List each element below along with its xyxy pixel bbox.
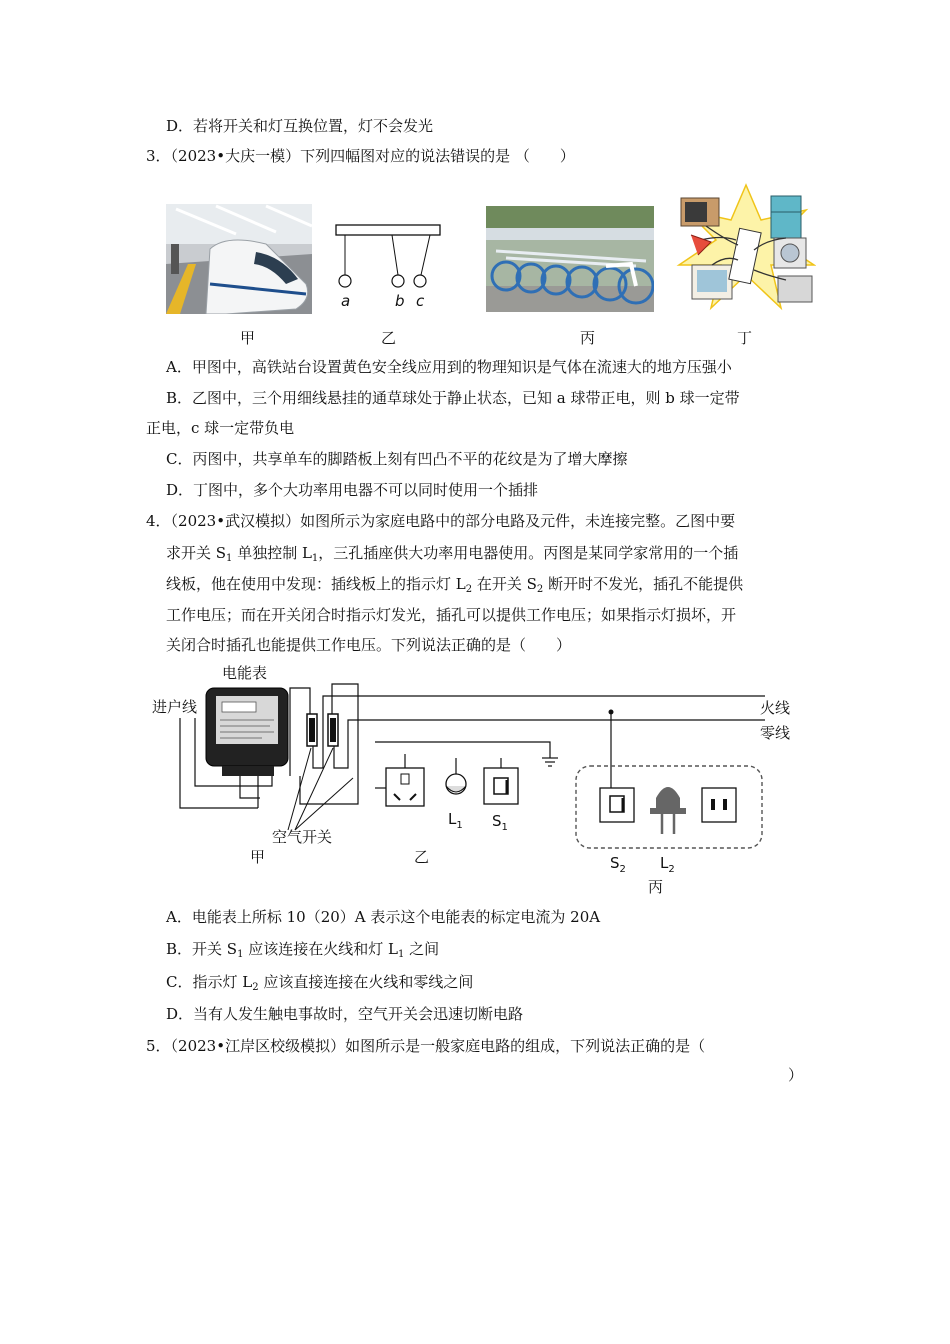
- ball-a: [339, 275, 351, 287]
- ball-label-b: b: [395, 292, 405, 310]
- train-photo: [166, 204, 312, 314]
- caption-jia: 甲: [240, 329, 256, 347]
- option-d-previous: D．若将开关和灯互换位置，灯不会发光: [166, 117, 434, 135]
- q5-stem: 5．（2023•江岸区校级模拟）如图所示是一般家庭电路的组成，下列说法正确的是（: [146, 1037, 706, 1055]
- q3-option-b-line2: 正电，c 球一定带负电: [146, 419, 295, 437]
- q4-stem-line1: 4．（2023•武汉模拟）如图所示为家庭电路中的部分电路及元件，未连接完整。乙图中要: [146, 512, 736, 530]
- energy-meter-icon: [206, 688, 288, 776]
- suspended-balls-diagram: [330, 220, 445, 312]
- q4-option-c: C．指示灯 $L_2$ 应该直接连接在火线和零线之间: [166, 973, 474, 993]
- q3-option-b-line1: B．乙图中，三个用细线悬挂的通草球处于静止状态，已知 a 球带正电，则 b 球一定带: [166, 389, 740, 407]
- figure-label-yi: 乙: [414, 848, 430, 866]
- q4-stem-line4: 工作电压；而在开关闭合时指示灯发光，插孔可以提供工作电压；如果指示灯损坏，开: [166, 606, 737, 624]
- figure-label-bing: 丙: [648, 878, 664, 896]
- q4-stem-line2: 求开关 $S_1$ 单独控制 $L_1$，三孔插座供大功率用电器使用。丙图是某同学家常用的一个插: [166, 544, 739, 564]
- three-hole-socket-icon: [375, 754, 424, 806]
- neutral-wire-label: 零线: [760, 724, 791, 742]
- ball-label-c: c: [416, 292, 425, 310]
- q5-paren-close: ）: [788, 1066, 804, 1084]
- lamp-l1-label: $L_1$: [448, 810, 463, 831]
- switch-s2-icon: [600, 788, 634, 822]
- meter-label: 电能表: [222, 664, 268, 682]
- q3-stem: 3．（2023•大庆一模）下列四幅图对应的说法错误的是 （ ）: [146, 147, 575, 165]
- ball-c: [414, 275, 426, 287]
- q4-stem-line3: 线板，他在使用中发现：插线板上的指示灯 $L_2$ 在开关 $S_2$ 断开时不发光，插孔不能提供: [166, 575, 744, 595]
- q3-option-d: D．丁图中，多个大功率用电器不可以同时使用一个插排: [166, 481, 539, 499]
- ball-b: [392, 275, 404, 287]
- caption-ding: 丁: [737, 329, 753, 347]
- lamp-l1-icon: [446, 758, 466, 794]
- switch-s1-icon: [484, 758, 518, 804]
- ball-label-a: a: [341, 292, 351, 310]
- q4-stem-line5: 关闭合时插孔也能提供工作电压。下列说法正确的是（ ）: [166, 636, 572, 654]
- indicator-lamp-l2-icon: [650, 787, 686, 834]
- overloaded-power-strip-cartoon: [676, 180, 816, 312]
- two-hole-socket-icon: [702, 788, 736, 822]
- shared-bikes-photo: [486, 206, 654, 312]
- switch-s2-label: $S_2$: [610, 854, 626, 875]
- switch-s1-label: $S_1$: [492, 812, 508, 833]
- inlet-label: 进户线: [152, 698, 198, 716]
- air-switch-label: 空气开关: [272, 828, 333, 846]
- q3-option-a: A．甲图中，高铁站台设置黄色安全线应用到的物理知识是气体在流速大的地方压强小: [166, 358, 732, 376]
- lamp-l2-label: $L_2$: [660, 854, 675, 875]
- live-wire-label: 火线: [760, 699, 791, 717]
- q4-option-d: D．当有人发生触电事故时，空气开关会迅速切断电路: [166, 1005, 524, 1023]
- q3-option-c: C．丙图中，共享单车的脚踏板上刻有凹凸不平的花纹是为了增大摩擦: [166, 450, 628, 468]
- household-circuit-diagram: [150, 658, 800, 900]
- figure-label-jia: 甲: [250, 848, 266, 866]
- q4-option-b: B．开关 $S_1$ 应该连接在火线和灯 $L_1$ 之间: [166, 940, 440, 960]
- q4-option-a: A．电能表上所标 10（20）A 表示这个电能表的标定电流为 20A: [166, 908, 601, 926]
- caption-yi: 乙: [381, 329, 397, 347]
- caption-bing: 丙: [580, 329, 596, 347]
